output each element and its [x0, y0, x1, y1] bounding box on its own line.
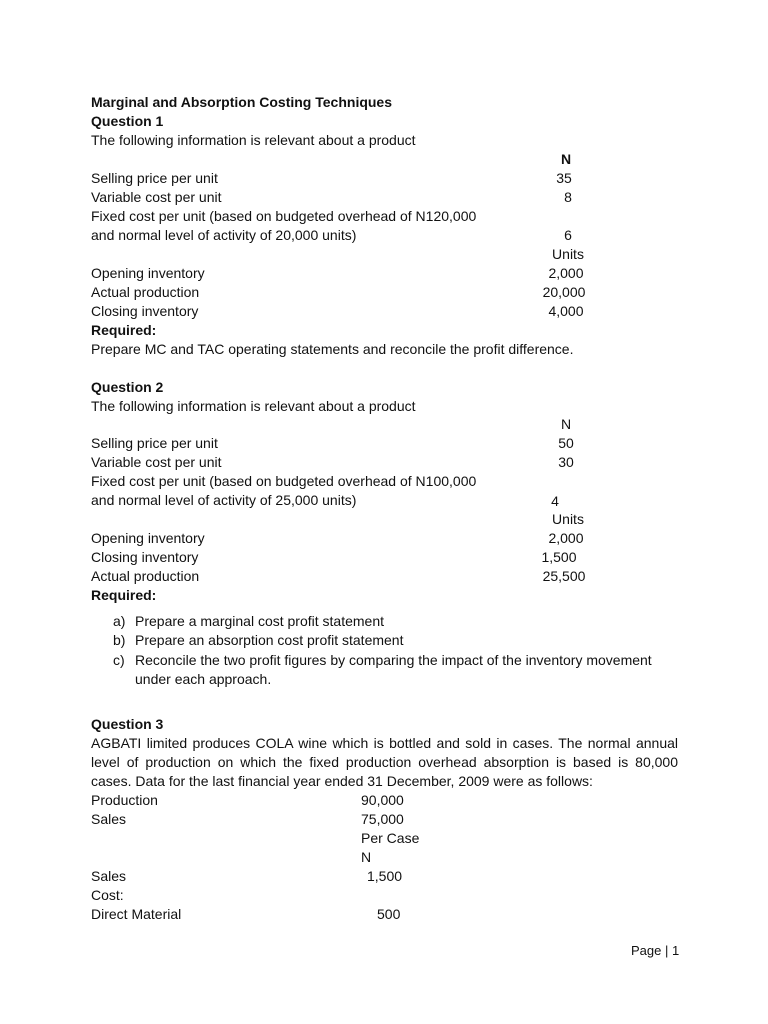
item-text: Prepare an absorption cost profit statement — [135, 632, 404, 648]
q2-row-label: Fixed cost per unit (based on budgeted overhead of N100,000 — [91, 473, 477, 489]
q2-inventory-value: 1,500 — [541, 549, 577, 565]
q1-row-label: and normal level of activity of 20,000 units) — [91, 227, 357, 243]
q1-inventory-value: 2,000 — [548, 265, 584, 281]
q2-units-header: Units — [552, 511, 584, 527]
q1-heading: Question 1 — [91, 113, 164, 129]
q2-row-value: 4 — [551, 493, 559, 509]
q2-row-label: and normal level of activity of 25,000 units) — [91, 492, 357, 508]
q1-currency-header: N — [560, 151, 572, 167]
q2-required-item — [113, 612, 384, 631]
q2-row-value: 30 — [558, 454, 574, 470]
q3-paragraph: AGBATI limited produces COLA wine which is bottled and sold in cases. The normal annual level of production on which the fixed production overhead absorption is based is 80,000 cases. Data for the last financial year ended 31 December, 2009 were as follows: — [91, 735, 678, 789]
q2-inventory-label: Actual production — [91, 568, 200, 584]
q3-sales-price-value: 1,500 — [367, 868, 403, 884]
item-text: Prepare a marginal cost profit statement — [135, 613, 385, 629]
q2-row-label: Variable cost per unit — [91, 454, 222, 470]
q1-required-text: Prepare MC and TAC operating statements and reconcile the profit difference. — [91, 341, 574, 357]
q1-row-value: 8 — [564, 189, 572, 205]
q2-intro: The following information is relevant about a product — [91, 398, 416, 414]
q2-heading: Question 2 — [91, 379, 164, 395]
q3-sales-value: 75,000 — [361, 811, 404, 827]
q1-row-value: 6 — [564, 227, 572, 243]
item-marker: a) — [113, 613, 126, 629]
item-marker: b) — [113, 632, 126, 648]
q3-sales-label: Sales — [91, 811, 127, 827]
q2-required-item — [113, 651, 652, 670]
q2-required-item-continuation: under each approach. — [135, 671, 272, 687]
q1-row-label: Fixed cost per unit (based on budgeted overhead of N120,000 — [91, 208, 477, 224]
document-title: Marginal and Absorption Costing Techniques — [91, 94, 393, 110]
q2-required-item — [113, 631, 403, 650]
q2-currency-header: N — [560, 416, 572, 432]
q2-inventory-value: 25,500 — [542, 568, 586, 584]
item-marker: c) — [113, 652, 125, 668]
q3-heading: Question 3 — [91, 716, 164, 732]
q1-inventory-label: Closing inventory — [91, 303, 199, 319]
q3-direct-material-value: 500 — [377, 906, 401, 922]
q2-row-label: Selling price per unit — [91, 435, 218, 451]
q1-row-label: Selling price per unit — [91, 170, 218, 186]
q1-row-label: Variable cost per unit — [91, 189, 222, 205]
q1-inventory-label: Opening inventory — [91, 265, 205, 281]
q3-currency-header: N — [361, 849, 372, 865]
q2-inventory-label: Opening inventory — [91, 530, 205, 546]
q3-sales-price-label: Sales — [91, 868, 127, 884]
q3-per-case-header: Per Case — [361, 830, 420, 846]
q1-inventory-label: Actual production — [91, 284, 200, 300]
q2-row-value: 50 — [558, 435, 574, 451]
q1-inventory-value: 20,000 — [542, 284, 586, 300]
q2-inventory-value: 2,000 — [548, 530, 584, 546]
q1-units-header: Units — [552, 246, 584, 262]
q2-required-label: Required: — [91, 587, 157, 603]
page-number: Page | 1 — [631, 943, 680, 958]
q1-row-value: 35 — [556, 170, 572, 186]
q3-production-label: Production — [91, 792, 158, 808]
item-text: Reconcile the two profit figures by comparing the impact of the inventory movement — [135, 652, 652, 668]
q1-intro: The following information is relevant about a product — [91, 132, 416, 148]
q1-required-label: Required: — [91, 322, 157, 338]
q3-cost-label: Cost: — [91, 887, 124, 903]
q3-direct-material-label: Direct Material — [91, 906, 182, 922]
q3-production-value: 90,000 — [361, 792, 404, 808]
q1-inventory-value: 4,000 — [548, 303, 584, 319]
q2-inventory-label: Closing inventory — [91, 549, 199, 565]
